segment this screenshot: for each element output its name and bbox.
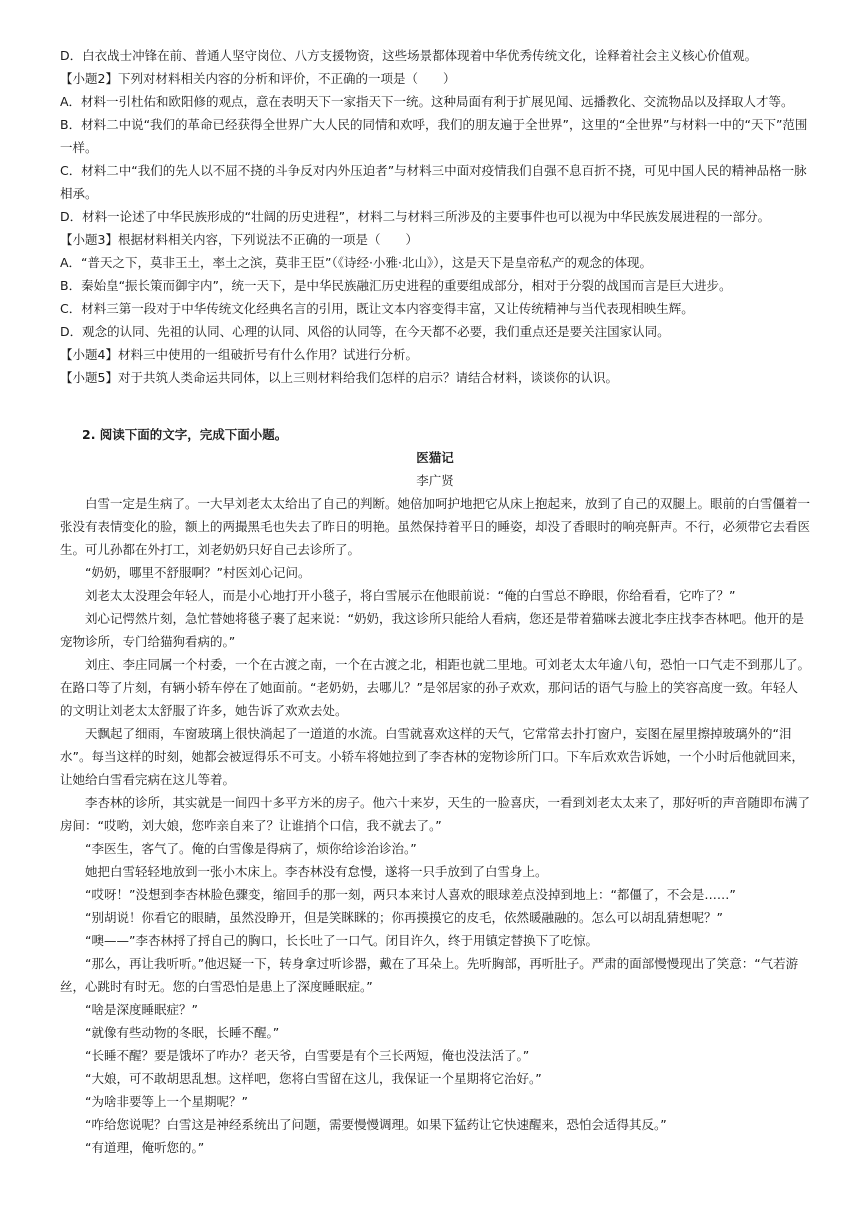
paragraph: “为啥非要等上一个星期呢？” bbox=[85, 1094, 248, 1109]
q3-option-b: B．秦始皇“振长策而御宇内”，统一天下，是中华民族融汇历史进程的重要组成部分，相对于分裂的战国而言是巨大进步。 bbox=[60, 278, 732, 293]
paragraph: “李医生，客气了。俺的白雪像是得病了，烦你给诊治诊治。” bbox=[85, 841, 417, 856]
q3-option-a: A．“普天之下，莫非王土，率土之滨，莫非王臣”（《诗经·小雅·北山》），这是天下是皇帝私产的观念的体现。 bbox=[60, 255, 652, 270]
q3-option-d: D．观念的认同、先祖的认同、心理的认同、风俗的认同等，在今天都不必要，我们重点还是要关注国家认同。 bbox=[60, 324, 670, 339]
q2-option-d: D．材料一论述了中华民族形成的“壮阔的历史进程”，材料二与材料三所涉及的主要事件也可以视为中华民族发展进程的一部分。 bbox=[60, 209, 771, 224]
q2-option-c: C．材料二中“我们的先人以不屈不挠的斗争反对内外压迫者”与材料三中面对疫情我们自强不息百折不挠，可见中国人民的精神品格一脉相承。 bbox=[60, 163, 807, 201]
q5-stem: 【小题5】对于共筑人类命运共同体，以上三则材料给我们怎样的启示？请结合材料，谈谈你的认识。 bbox=[60, 370, 618, 385]
section-heading: 2. 阅读下面的文字，完成下面小题。 bbox=[82, 427, 288, 442]
paragraph: “奶奶，哪里不舒服啊？”村医刘心记问。 bbox=[85, 565, 311, 580]
q1-option-d: D．白衣战士冲锋在前、普通人坚守岗位、八方支援物资，这些场景都体现着中华优秀传统文化，诠释着社会主义核心价值观。 bbox=[60, 48, 758, 63]
paragraph: “那么，再让我听听。”他迟疑一下，转身拿过听诊器，戴在了耳朵上。先听胸部，再听肚子。严肃的面部慢慢现出了笑意：“气若游丝，心跳时有时无。您的白雪恐怕是患上了深度睡眠症。” bbox=[60, 956, 799, 994]
paragraph: 李杏林的诊所，其实就是一间四十多平方米的房子。他六十来岁，天生的一脸喜庆，一看到刘老太太来了，那好听的声音随即布满了房间：“哎哟，刘大娘，您咋亲自来了？让谁捎个口信，我不就去了。” bbox=[60, 795, 811, 833]
document-page bbox=[60, 44, 810, 1159]
paragraph: “就像有些动物的冬眠，长睡不醒。” bbox=[85, 1025, 280, 1040]
paragraph: “啥是深度睡眠症？” bbox=[85, 1002, 198, 1017]
paragraph: “噢——”李杏林捋了捋自己的胸口，长长吐了一口气。闭目许久，终于用镇定替换下了吃惊。 bbox=[85, 933, 598, 948]
paragraph: “咋给您说呢？白雪这是神经系统出了问题，需要慢慢调理。如果下猛药让它快速醒来，恐怕会适得其反。” bbox=[85, 1117, 667, 1132]
section-gap bbox=[60, 389, 810, 423]
paragraph: “有道理，俺听您的。” bbox=[85, 1140, 205, 1155]
article-title: 医猫记 bbox=[416, 450, 454, 465]
q2-stem: 【小题2】下列对材料相关内容的分析和评价，不正确的一项是（ ） bbox=[60, 71, 456, 86]
paragraph: 刘老太太没理会年轻人，而是小心地打开小毯子，将白雪展示在他眼前说：“俺的白雪总不睁眼，你给看看，它咋了？” bbox=[85, 588, 736, 603]
paragraph: 刘庄、李庄同属一个村委，一个在古渡之南，一个在古渡之北，相距也就二里地。可刘老太太年逾八旬，恐怕一口气走不到那儿了。在路口等了片刻，有辆小轿车停在了她面前。“老奶奶，去哪儿？”是邻居家的孙子欢欢，那问话的语气与脸上的笑容高度一致。年轻人的文明让刘老太太舒服了许多，她告诉了欢欢去处。 bbox=[60, 657, 811, 718]
q3-stem: 【小题3】根据材料相关内容，下列说法不正确的一项是（ ） bbox=[60, 232, 418, 247]
paragraph: 白雪一定是生病了。一大早刘老太太给出了自己的判断。她倍加呵护地把它从床上抱起来，放到了自己的双腿上。眼前的白雪僵着一张没有表情变化的脸，额上的两撮黑毛也失去了昨日的明艳。虽然保持着平日的睡姿，却没了香眼时的响亮鼾声。不行，必须带它去看医生。可儿孙都在外打工，刘老奶奶只好自己去诊所了。 bbox=[60, 496, 811, 557]
paragraph: “长睡不醒？要是饿坏了咋办？老天爷，白雪要是有个三长两短，俺也没法活了。” bbox=[85, 1048, 530, 1063]
paragraph: 刘心记愕然片刻，急忙替她将毯子裹了起来说：“奶奶，我这诊所只能给人看病，您还是带着猫咪去渡北李庄找李杏林吧。他开的是宠物诊所，专门给猫狗看病的。” bbox=[60, 611, 804, 649]
q3-option-c: C．材料三第一段对于中华传统文化经典名言的引用，既让文本内容变得丰富，又让传统精神与当代表现相映生辉。 bbox=[60, 301, 694, 316]
q2-option-a: A．材料一引杜佑和欧阳修的观点，意在表明天下一家指天下一统。这种局面有利于扩展见闻、远播教化、交流物品以及择取人才等。 bbox=[60, 94, 794, 109]
paragraph: 天飘起了细雨，车窗玻璃上很快淌起了一道道的水流。白雪就喜欢这样的天气，它常常去扑打窗户，妄图在屋里擦掉玻璃外的“泪水”。每当这样的时刻，她都会被逗得乐不可支。小轿车将她拉到了李杏林的宠物诊所门口。下车后欢欢告诉她，一个小时后他就回来，让她给白雪看完病在这儿等着。 bbox=[60, 726, 804, 787]
q2-option-b: B．材料二中说“我们的革命已经获得全世界广大人民的同情和欢呼，我们的朋友遍于全世界”，这里的“全世界”与材料一中的“天下”范围一样。 bbox=[60, 117, 808, 155]
paragraph: “大娘，可不敢胡思乱想。这样吧，您将白雪留在这儿，我保证一个星期将它治好。” bbox=[85, 1071, 542, 1086]
q4-stem: 【小题4】材料三中使用的一组破折号有什么作用？试进行分析。 bbox=[60, 347, 418, 362]
paragraph: 她把白雪轻轻地放到一张小木床上。李杏林没有怠慢，遂将一只手放到了白雪身上。 bbox=[85, 864, 548, 879]
paragraph: “哎呀！”没想到李杏林脸色骤变，缩回手的那一刻，两只本来讨人喜欢的眼球差点没掉到地上：“都僵了，不会是……” bbox=[85, 887, 736, 902]
paragraph: “别胡说！你看它的眼睛，虽然没睁开，但是笑眯眯的；你再摸摸它的皮毛，依然暖融融的。怎么可以胡乱猜想呢？” bbox=[85, 910, 723, 925]
article-author: 李广贤 bbox=[416, 473, 454, 488]
